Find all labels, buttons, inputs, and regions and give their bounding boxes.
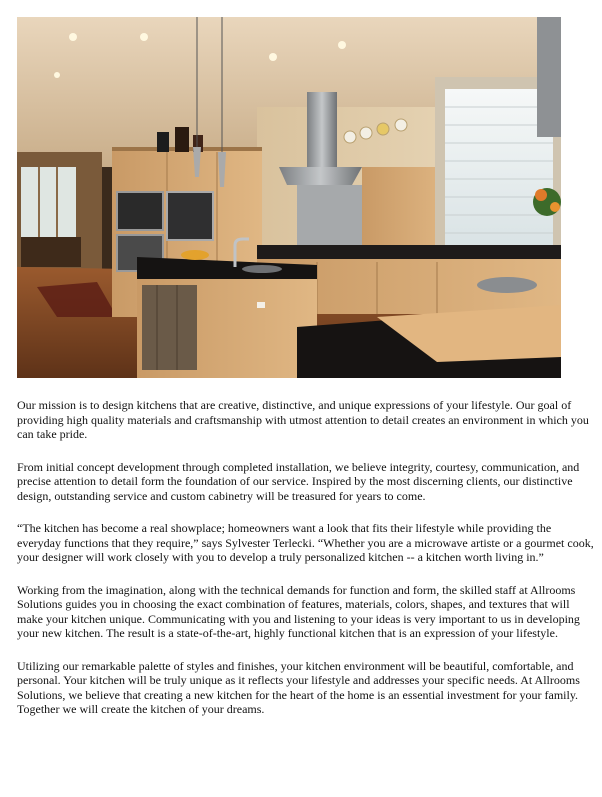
wall-oven-2 (167, 192, 213, 240)
back-counter (257, 245, 561, 259)
paragraph-palette: Utilizing our remarkable palette of styles and finishes, your kitchen environment will be beautiful, comfortable, and personal. Your kitchen will be truly unique as it reflects your lifestyle and addresses your specific needs. At Allrooms Solutions, we believe that creating a new kitchen for the heart of the home is an essential investment for your family. Together we will create the kitchen of your dreams. (17, 658, 580, 716)
range-hood (279, 167, 362, 185)
wall-oven (117, 192, 163, 230)
document-body (17, 398, 594, 735)
paragraph-foundation: From initial concept development through completed installation, we believe integrity, courtesy, communication, and precise attention to detail form the foundation of our service. Inspired by the most discerning clients, our distinctive design, outstanding service and custom cabinetry will be treasured for years to come. (17, 459, 580, 503)
paragraph-quote: “The kitchen has become a real showplace; homeowners want a look that fits their lifestyle while providing the everyday functions that they require,” says Sylvester Terlecki. “Whether you are a microwave artiste or a gourmet cook, your designer will work closely with you to develop a truly personalized kitchen -- a kitchen worth living in.” (17, 521, 594, 564)
kitchen-photo (17, 17, 561, 378)
kitchen-illustration (17, 17, 561, 378)
living-window (21, 167, 76, 237)
backsplash (297, 185, 367, 245)
paragraph-staff: Working from the imagination, along with the technical demands for function and form, the skilled staff at Allrooms Solutions guides you in choosing the exact combination of features, materials, colors, shapes, and textures that will make your kitchen unique. Communicating with you and listening to your ideas is very important to us in developing your new kitchen. The result is a state-of-the-art, highly functional kitchen that is an expression of your lifestyle. (17, 582, 580, 640)
range-hood-chimney (307, 92, 337, 167)
paragraph-mission: Our mission is to design kitchens that are creative, distinctive, and unique expressions of your lifestyle. Our goal of providing high quality materials and craftsmanship with utmost attention to detail creates an environment in which you can take pride. (17, 398, 589, 441)
